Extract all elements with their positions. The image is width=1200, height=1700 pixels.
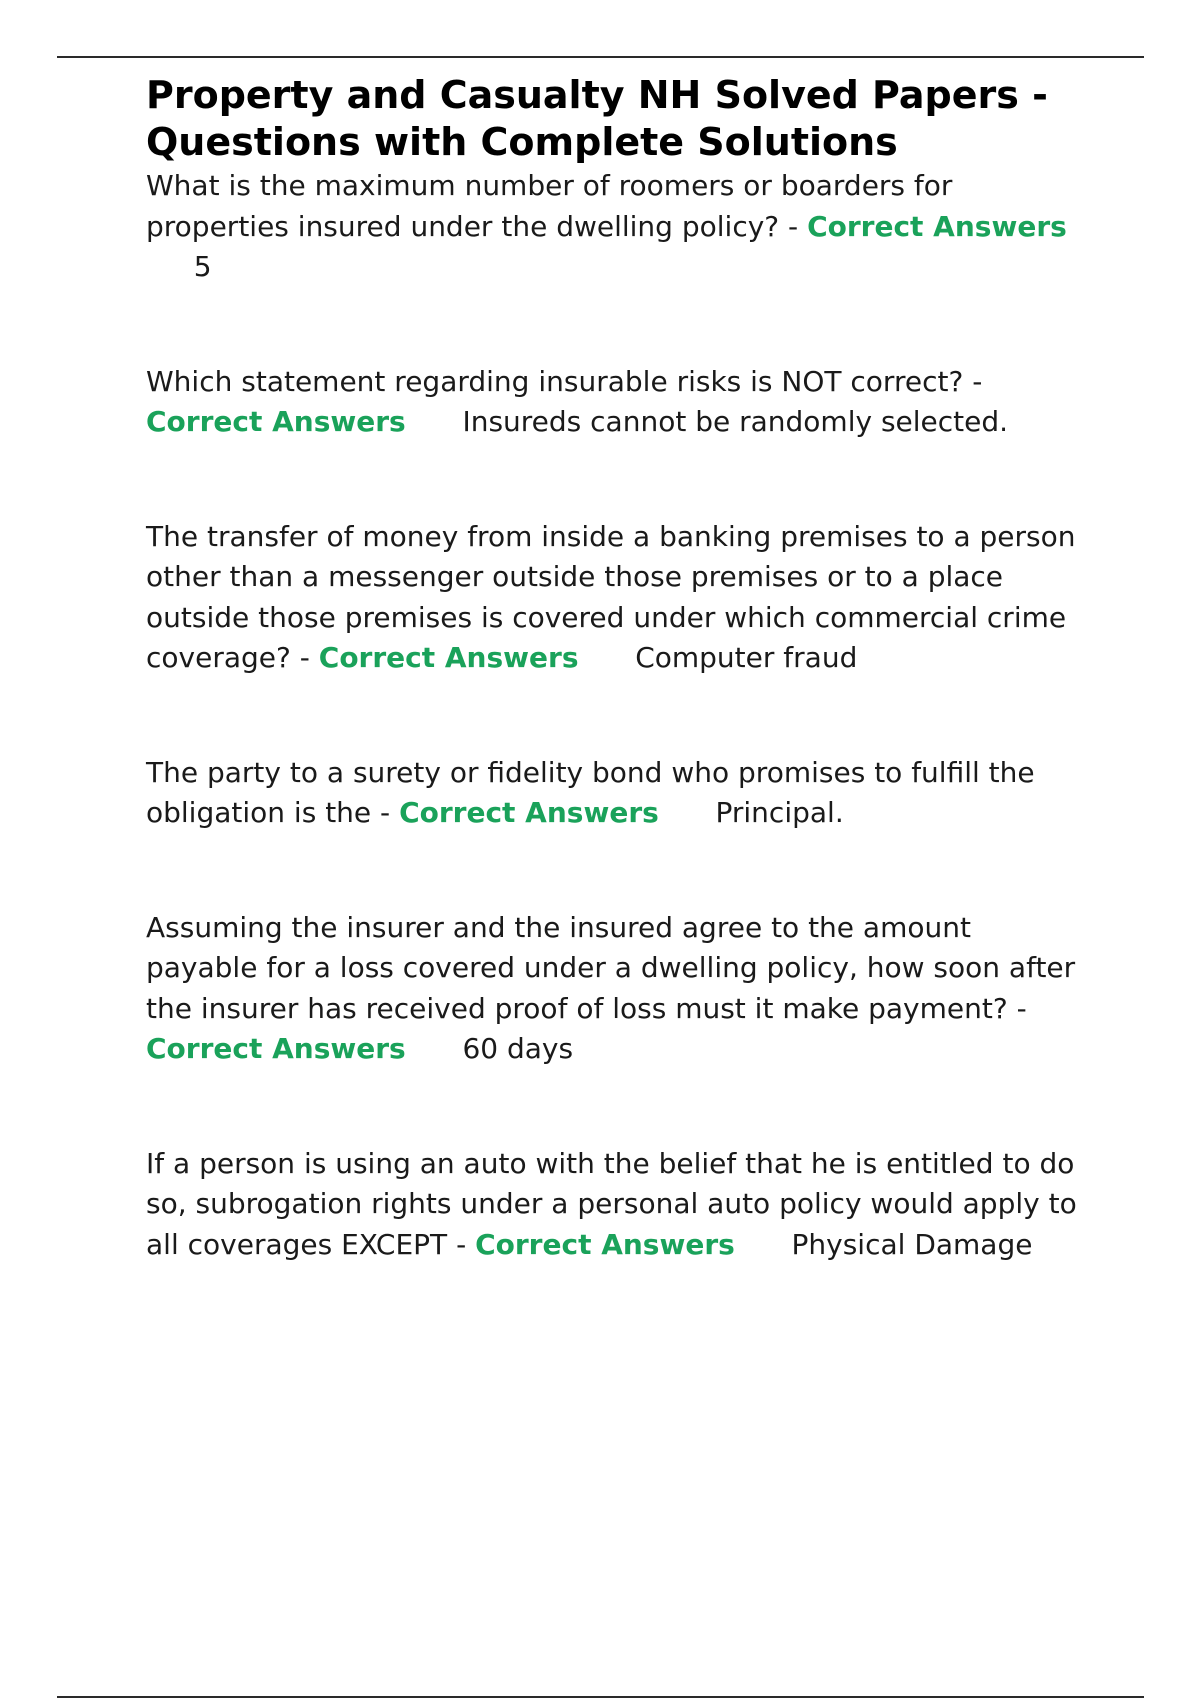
top-rule [57,56,1144,58]
question-text: Which statement regarding insurable risks is NOT correct? [146,364,964,398]
separator: - [1007,991,1027,1025]
question-text: What is the maximum number of roomers or boarders for properties insured under the dwelling policy? [146,169,953,243]
qa-list [146,166,1086,1265]
answer-text: Principal. [715,796,844,829]
qa-item [146,517,1086,679]
correct-answers-label: Correct Answers [146,405,406,438]
answer-text: 5 [193,250,212,283]
separator: - [779,209,808,243]
qa-item [146,1144,1086,1266]
qa-item [146,753,1086,834]
separator: - [447,1227,476,1261]
qa-item [146,166,1086,288]
document-title: Property and Casualty NH Solved Papers - Questions with Complete Solutions [146,73,1048,164]
separator: - [290,641,319,674]
question-text: If a person is using an auto with the belief that he is entitled to do so, subrogation rights under a personal auto policy would apply to all coverages EXCEPT [146,1146,1077,1261]
answer-text: Physical Damage [791,1227,1033,1261]
correct-answers-label: Correct Answers [146,1032,406,1065]
correct-answers-label: Correct Answers [807,209,1067,243]
separator: - [963,364,983,398]
answer-text: 60 days [462,1032,574,1065]
separator: - [371,796,400,829]
answer-text: Insureds cannot be randomly selected. [462,405,1009,438]
question-text: Assuming the insurer and the insured agree to the amount payable for a loss covered under a dwelling policy, how soon after the insurer has received proof of loss must it make payment? [146,910,1076,1025]
question-text: The transfer of money from inside a banking premises to a person other than a messenger outside those premises or to a place outside those premises is covered under which commercial crime coverage? [146,519,1076,674]
qa-item [146,908,1086,1070]
bottom-rule [57,1696,1144,1698]
qa-item [146,362,1086,443]
correct-answers-label: Correct Answers [318,641,579,674]
correct-answers-label: Correct Answers [475,1227,735,1261]
answer-text: Computer fraud [635,641,858,674]
correct-answers-label: Correct Answers [399,796,659,829]
question-text: The party to a surety or fidelity bond who promises to fulfill the obligation is the [146,755,1035,829]
document-body [146,72,1086,1339]
